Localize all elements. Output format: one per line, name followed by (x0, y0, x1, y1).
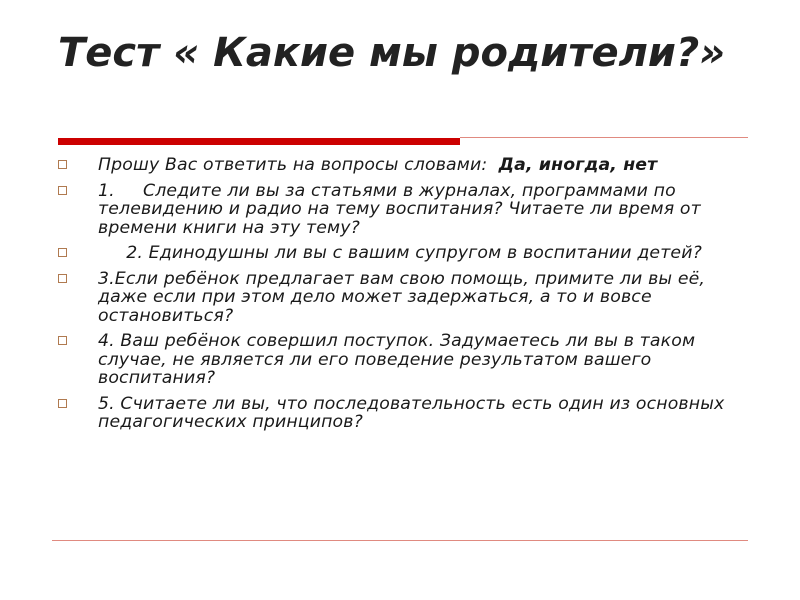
answer-options: Да, иногда, нет (498, 155, 658, 175)
square-bullet-icon (58, 186, 67, 195)
footer-rule (52, 540, 748, 541)
question-list (58, 156, 748, 439)
question-2-text: 2. Единодушны ли вы с вашим супругом в воспитании детей? (98, 243, 702, 263)
list-item-question-1 (58, 182, 748, 238)
square-bullet-icon (58, 274, 67, 283)
square-bullet-icon (58, 248, 67, 257)
square-bullet-icon (58, 160, 67, 169)
question-1-text: 1. Следите ли вы за статьями в журналах, программами по телевидению и радио на тему воспитания? Читаете ли время от времени книги на эту тему? (98, 180, 707, 238)
title-underline-thin (460, 137, 748, 138)
question-4-text: 4. Ваш ребёнок совершил поступок. Задумаетесь ли вы в таком случае, не является ли его поведение результатом вашего воспитания? (98, 331, 701, 388)
instruction-text: Прошу Вас ответить на вопросы словами: (98, 155, 499, 175)
question-5-text: 5. Считаете ли вы, что последовательность есть один из основных педагогических принципов? (98, 393, 736, 432)
list-item-question-2 (58, 244, 748, 263)
slide-title: Тест « Какие мы родители?» (58, 30, 726, 76)
list-item-question-5 (58, 395, 748, 432)
list-item-question-4 (58, 332, 748, 388)
list-item-question-3 (58, 270, 748, 326)
question-3-text: 3.Если ребёнок предлагает вам свою помощь, примите ли вы её, даже если при этом дело может задержаться, а то и вовсе остановиться? (98, 268, 711, 326)
list-item-instruction (58, 156, 748, 175)
square-bullet-icon (58, 336, 67, 345)
title-underline-thick (58, 138, 460, 145)
square-bullet-icon (58, 399, 67, 408)
